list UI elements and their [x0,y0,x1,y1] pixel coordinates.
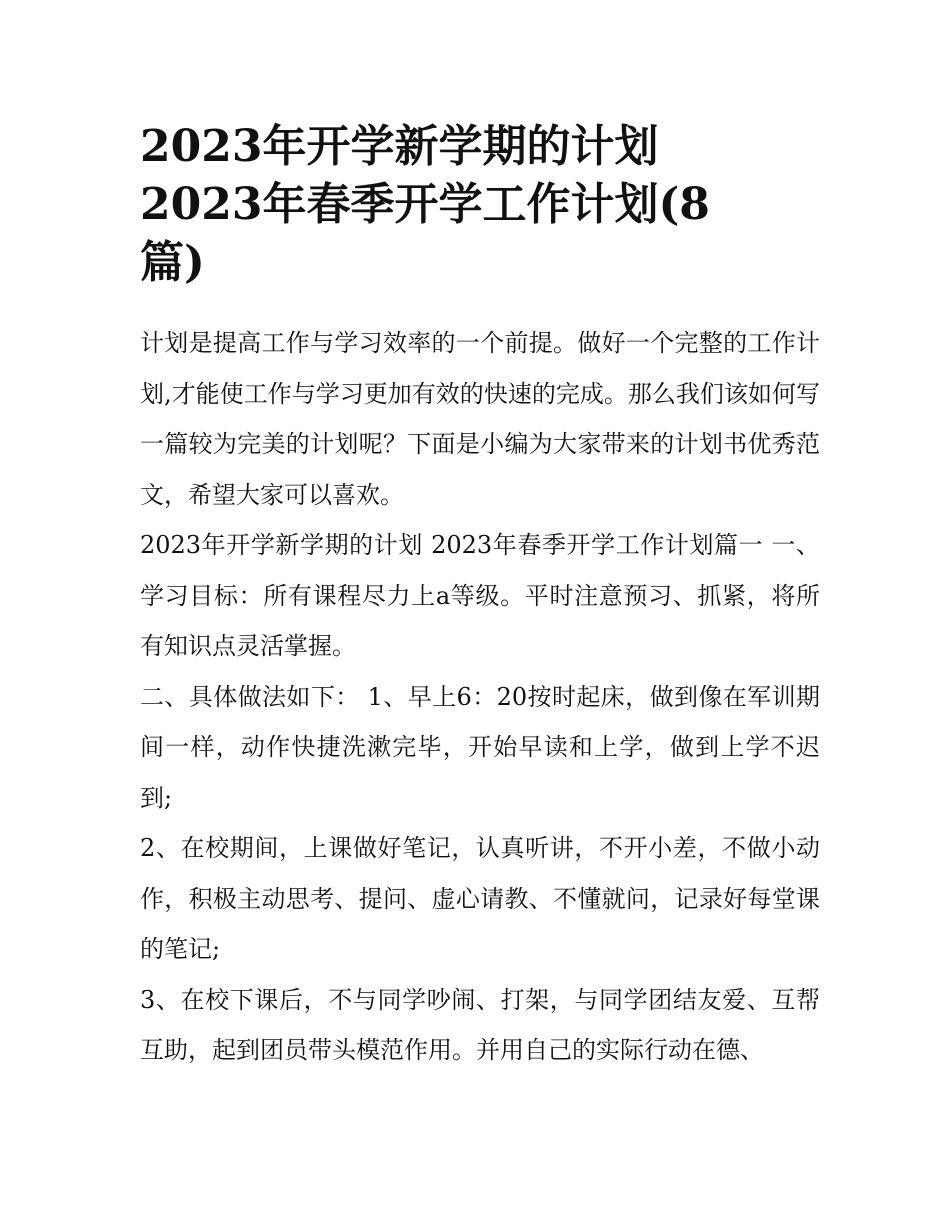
title-line-3: 篇) [140,237,205,288]
title-line-1: 2023年开学新学期的计划 [140,121,659,172]
paragraph-method-1: 二、具体做法如下： 1、早上6：20按时起床，做到像在军训期间一样，动作快捷洗漱完毕，开始早读和上学，做到上学不迟到; [140,682,820,812]
paragraph-intro: 计划是提高工作与学习效率的一个前提。做好一个完整的工作计划,才能使工作与学习更加有效的快速的完成。那么我们该如何写一篇较为完美的计划呢？下面是小编为大家带来的计划书优秀范文，希望大家可以喜欢。 [140,329,820,509]
document-title [140,118,820,292]
paragraph-method-2: 2、在校期间，上课做好笔记，认真听讲，不开小差，不做小动作，积极主动思考、提问、虚心请教、不懂就问，记录好每堂课的笔记; [140,834,820,963]
paragraph-method-3: 3、在校下课后，不与同学吵闹、打架，与同学团结友爱、互帮互助，起到团员带头模范作用。并用自己的实际行动在德、 [140,985,820,1064]
paragraph-goal: 2023年开学新学期的计划 2023年春季开学工作计划篇一 一、学习目标：所有课程尽力上a等级。平时注意预习、抓紧，将所有知识点灵活掌握。 [140,531,820,660]
document-page [140,118,820,1076]
title-line-2: 2023年春季开学工作计划(8 [140,179,710,230]
document-body [140,318,820,1076]
